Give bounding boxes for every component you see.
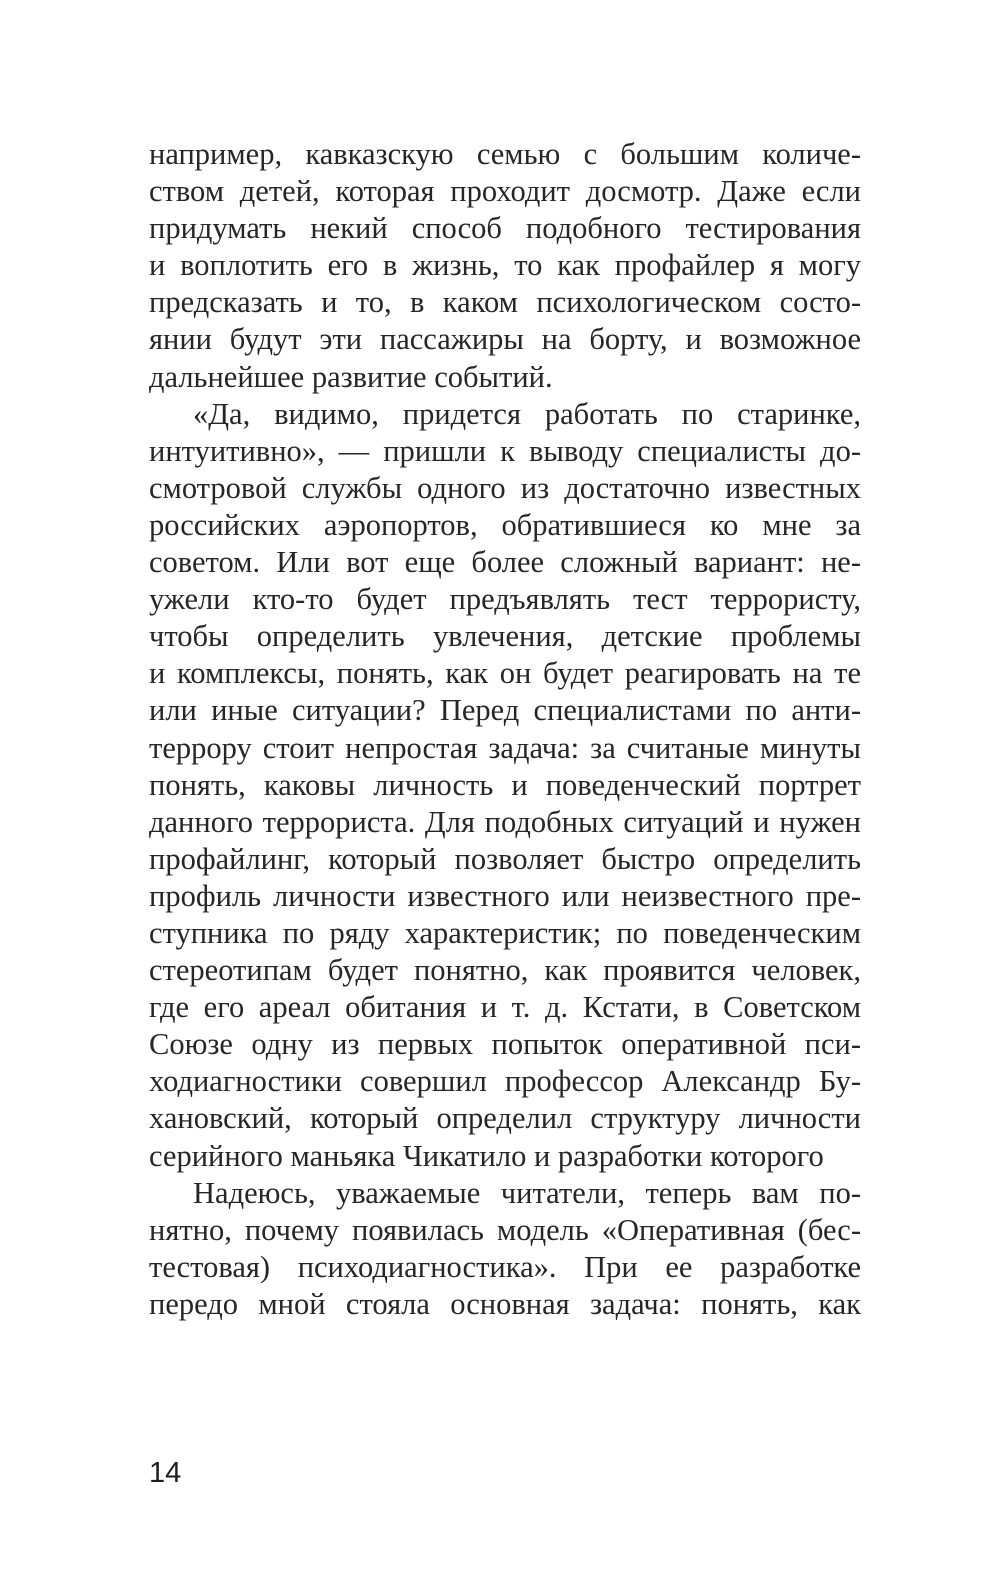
text-line: Союзе одну из первых попыток оперативной пси-: [149, 1027, 861, 1062]
text-line: данного террориста. Для подобных ситуаций и нужен: [149, 804, 861, 839]
text-line: янии будут эти пассажиры на борту, и возможное: [149, 322, 861, 357]
text-line: профайлинг, который позволяет быстро определить: [149, 841, 861, 876]
text-line: террору стоит непростая задача: за считаные минуты: [149, 730, 861, 765]
text-line: хановский, который определил структуру личности: [149, 1101, 861, 1136]
text-line: ступника по ряду характеристик; по поведенческим: [149, 915, 861, 950]
text-line: советом. Или вот еще более сложный вариант: не-: [149, 545, 861, 580]
paragraph: [149, 396, 861, 1175]
paragraph: [149, 136, 861, 396]
text-line: «Да, видимо, придется работать по старинке,: [193, 396, 861, 431]
text-line: передо мной стояла основная задача: понять, как: [149, 1286, 861, 1321]
text-line: и комплексы, понять, как он будет реагировать на те: [149, 656, 861, 691]
paragraph: [149, 1175, 861, 1323]
text-line: предсказать и то, в каком психологическом состо-: [149, 285, 861, 320]
text-line: тестовая) психодиагностика». При ее разработке: [149, 1249, 861, 1284]
text-line: придумать некий способ подобного тестирования: [149, 211, 861, 246]
text-line: ужели кто-то будет предъявлять тест террористу,: [149, 582, 861, 617]
text-line: нятно, почему появилась модель «Оперативная (бес-: [149, 1212, 861, 1247]
text-line: ходиагностики совершил профессор Александр Бу-: [149, 1064, 861, 1099]
text-line: профиль личности известного или неизвестного пре-: [149, 878, 861, 913]
page-body-text: [149, 136, 861, 1323]
text-line: чтобы определить увлечения, детские проблемы: [149, 619, 861, 654]
text-line: Надеюсь, уважаемые читатели, теперь вам по-: [193, 1175, 861, 1210]
text-line: дальнейшее развитие событий.: [149, 359, 553, 394]
text-line: смотровой службы одного из достаточно известных: [149, 470, 861, 505]
text-line: и воплотить его в жизнь, то как профайлер я могу: [149, 248, 861, 283]
text-line: интуитивно», — пришли к выводу специалисты до-: [149, 433, 861, 468]
page-number: 14: [149, 1457, 182, 1489]
text-line: понять, каковы личность и поведенческий портрет: [149, 767, 861, 802]
text-line: ством детей, которая проходит досмотр. Даже если: [149, 174, 861, 209]
text-line: российских аэропортов, обратившиеся ко мне за: [149, 507, 861, 542]
text-line: серийного маньяка Чикатило и разработки которого: [149, 1138, 824, 1173]
text-line: стереотипам будет понятно, как проявится человек,: [149, 953, 861, 988]
text-line: где его ареал обитания и т. д. Кстати, в Советском: [149, 990, 861, 1025]
text-line: или иные ситуации? Перед специалистами по анти-: [149, 693, 861, 728]
text-line: например, кавказскую семью с большим количе-: [149, 137, 861, 171]
